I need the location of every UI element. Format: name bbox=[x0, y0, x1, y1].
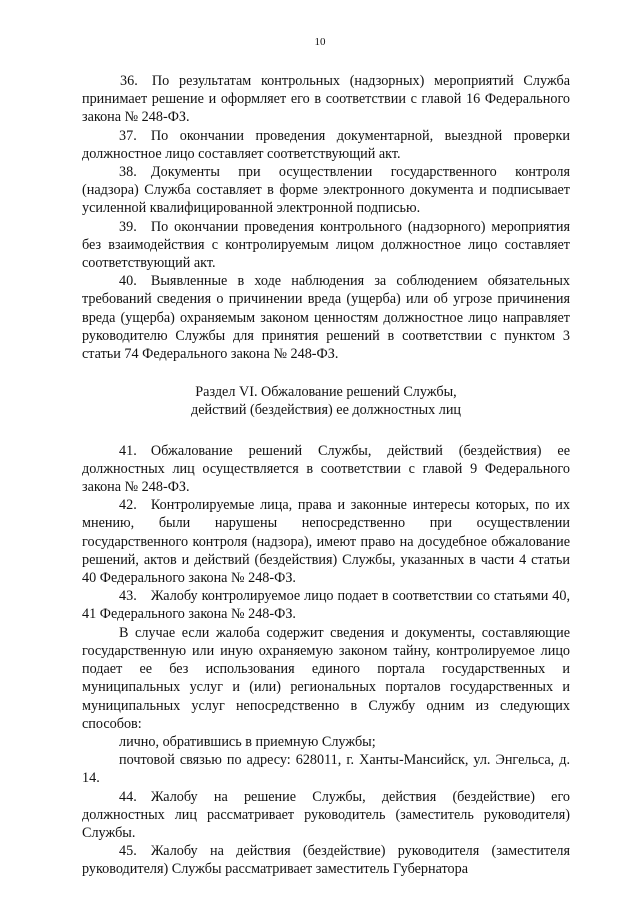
paragraph-39: 39. По окончании проведения контрольного (надзорного) мероприятия без взаимодействия с контролируемым лицом должностное лицо составляет соответствующий акт. bbox=[82, 218, 570, 272]
paragraph-44: 44. Жалобу на решение Службы, действия (бездействие) его должностных лиц рассматривает руководитель (заместитель руководителя) Службы. bbox=[82, 788, 570, 841]
paragraph-38: 38. Документы при осуществлении государственного контроля (надзора) Служба составляет в форме электронного документа и подписывает усиленной квалифицированной электронной подписью. bbox=[82, 164, 570, 217]
paragraph-42: 42. Контролируемые лица, права и законные интересы которых, по их мнению, были нарушены непосредственно при осуществлении государственного контроля (надзора), имеют право на досудебное обжалование решений, актов и действий (бездействия) Службы, указанных в части 4 статьи 40 Федерального закона № 248-ФЗ. bbox=[82, 497, 570, 587]
section-title bbox=[82, 383, 570, 419]
paragraph-method-post: почтовой связью по адресу: 628011, г. Ханты-Мансийск, ул. Энгельса, д. 14. bbox=[82, 752, 570, 787]
paragraph-36: 36. По результатам контрольных (надзорных) мероприятий Служба принимает решение и оформляет его в соответствии с главой 16 Федерального закона № 248-ФЗ. bbox=[82, 73, 570, 126]
paragraph-37: 37. По окончании проведения документарной, выездной проверки должностное лицо составляет соответствующий акт. bbox=[82, 127, 570, 162]
section-title-line-1: Раздел VI. Обжалование решений Службы, bbox=[195, 384, 457, 401]
page-number: 10 bbox=[314, 36, 326, 48]
paragraph-45: 45. Жалобу на действия (бездействие) руководителя (заместителя руководителя) Службы рассматривает заместитель Губернатора bbox=[82, 843, 570, 878]
paragraph-method-in-person: лично, обратившись в приемную Службы; bbox=[119, 733, 376, 750]
paragraph-41: 41. Обжалование решений Службы, действий (бездействия) ее должностных лиц осуществляется в соответствии с главой 9 Федерального закона № 248-ФЗ. bbox=[82, 442, 570, 496]
paragraph-43-secret-info: В случае если жалоба содержит сведения и документы, составляющие государственную или иную охраняемую законом тайну, контролируемое лицо подает ее без использования единого портала государственных и муниципальных услуг и (или) региональных порталов государственных и муниципальных услуг непосредственно в Службу одним из следующих способов: bbox=[82, 624, 570, 732]
paragraph-40: 40. Выявленные в ходе наблюдения за соблюдением обязательных требований сведения о причинении вреда (ущерба) или об угрозе причинения вреда (ущерба) охраняемым законом ценностям должностное лицо направляет руководителю Службы для принятия решений в соответствии с пунктом 3 статьи 74 Федерального закона № 248-ФЗ. bbox=[82, 273, 570, 363]
document-body bbox=[82, 72, 570, 879]
paragraph-43: 43. Жалобу контролируемое лицо подает в соответствии со статьями 40, 41 Федерального закона № 248-ФЗ. bbox=[82, 588, 570, 623]
section-title-line-2: действий (бездействия) ее должностных лиц bbox=[190, 402, 462, 419]
